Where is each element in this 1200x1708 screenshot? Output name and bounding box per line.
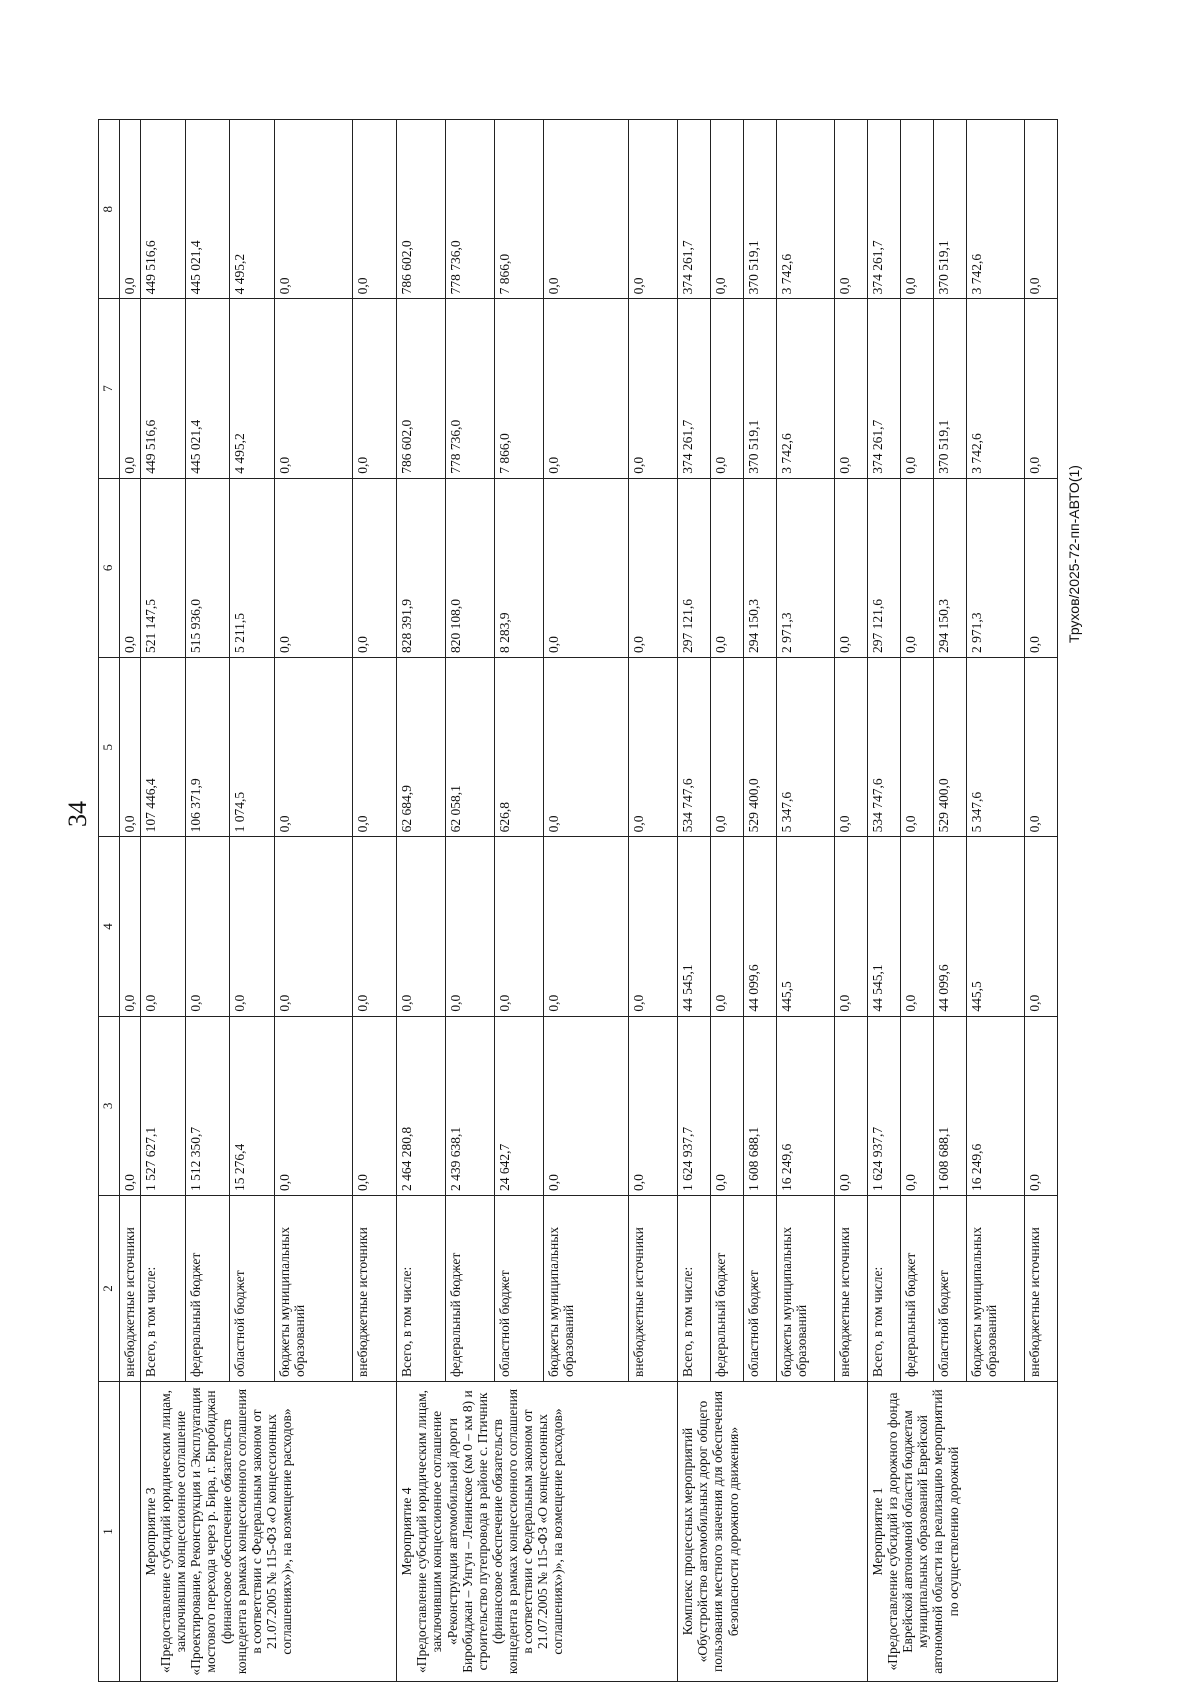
table-cell-value: 0,0 — [120, 837, 141, 1016]
table-cell-value: 107 446,4 — [141, 658, 186, 837]
table-cell-value: 8 283,9 — [494, 478, 543, 657]
table-cell-value: 44 545,1 — [678, 837, 711, 1016]
table-cell-source: областной бюджет — [744, 1196, 777, 1382]
table-cell-value: 0,0 — [352, 299, 397, 478]
table-cell-measure-title: Мероприятие 3 «Предоставление субсидий юридическим лицам, заключившим концессионное соглашение «Проектирование, Реконструкция и Эксплуатация мостового перехода через р. Бира, г. Биробиджан (финансовое обеспечение обязательств концедента в рамках концессионного соглашения в соответствии с Федеральным законом от 21.07.2005 № 115-ФЗ «О концессионных соглашениях»)», на возмещение расходов» — [141, 1382, 397, 1682]
table-cell-value: 0,0 — [901, 837, 934, 1016]
table-cell-value: 0,0 — [835, 120, 868, 299]
table-cell-measure-title: Комплекс процессных мероприятий «Обустройство автомобильных дорог общего пользования местного значения для обеспечения безопасности дорожного движения» — [678, 1382, 868, 1682]
table-cell-value: 62 684,9 — [397, 658, 446, 837]
table-cell-value: 0,0 — [543, 299, 629, 478]
table-cell-value: 445 021,4 — [185, 120, 230, 299]
table-cell-value: 0,0 — [711, 478, 744, 657]
table-cell-value: 0,0 — [543, 1016, 629, 1195]
table-row — [868, 120, 901, 1682]
table-cell-source: федеральный бюджет — [711, 1196, 744, 1382]
table-cell-value: 0,0 — [1024, 299, 1057, 478]
table-cell-value: 0,0 — [543, 478, 629, 657]
table-cell-value: 0,0 — [543, 658, 629, 837]
table-cell-value: 374 261,7 — [678, 299, 711, 478]
table-cell-source: бюджеты муниципальных образований — [543, 1196, 629, 1382]
table-cell-source: внебюджетные источники — [120, 1196, 141, 1382]
table-cell-value: 0,0 — [629, 120, 678, 299]
table-cell-value: 0,0 — [352, 120, 397, 299]
table-cell-value: 0,0 — [1024, 120, 1057, 299]
table-cell-value: 0,0 — [629, 658, 678, 837]
table-cell-value: 297 121,6 — [868, 478, 901, 657]
table-cell-value: 0,0 — [711, 1016, 744, 1195]
header-col-7: 7 — [99, 299, 120, 478]
table-cell-value: 0,0 — [1024, 658, 1057, 837]
table-cell-value: 820 108,0 — [446, 478, 495, 657]
header-col-2: 2 — [99, 1196, 120, 1382]
table-cell-value: 3 742,6 — [777, 299, 835, 478]
table-cell-source: бюджеты муниципальных образований — [274, 1196, 352, 1382]
document-id — [1054, 354, 1094, 754]
table-cell-value: 0,0 — [543, 120, 629, 299]
table-cell-value: 0,0 — [274, 120, 352, 299]
table-cell-value: 515 936,0 — [185, 478, 230, 657]
table-cell-value: 0,0 — [629, 299, 678, 478]
table-cell-value: 0,0 — [835, 1016, 868, 1195]
table-cell-value: 2 971,3 — [967, 478, 1025, 657]
funding-table — [98, 119, 1058, 1682]
continuation-row — [120, 120, 141, 1682]
table-cell-value: 0,0 — [901, 1016, 934, 1195]
table-cell-value: 3 742,6 — [777, 120, 835, 299]
table-cell-value: 1 512 350,7 — [185, 1016, 230, 1195]
table-cell-source: бюджеты муниципальных образований — [967, 1196, 1025, 1382]
table-cell-value: 3 742,6 — [967, 299, 1025, 478]
table-cell-value: 5 347,6 — [777, 658, 835, 837]
table-cell-value: 778 736,0 — [446, 299, 495, 478]
table-cell-value: 5 347,6 — [967, 658, 1025, 837]
table-cell-value: 370 519,1 — [934, 299, 967, 478]
document-id-text: Трухов/2025-72-пп-АВТО(1) — [1066, 465, 1083, 643]
table-cell-source: федеральный бюджет — [185, 1196, 230, 1382]
table-cell-value: 44 545,1 — [868, 837, 901, 1016]
table-cell-value: 5 211,5 — [230, 478, 275, 657]
table-cell-value: 0,0 — [901, 120, 934, 299]
table-cell-value: 0,0 — [274, 299, 352, 478]
table-cell-value: 0,0 — [1024, 1016, 1057, 1195]
table-cell-value: 374 261,7 — [868, 299, 901, 478]
table-cell-value: 0,0 — [835, 658, 868, 837]
table-cell-value: 786 602,0 — [397, 120, 446, 299]
table-cell-value: 2 464 280,8 — [397, 1016, 446, 1195]
table-cell-value: 828 391,9 — [397, 478, 446, 657]
table-cell-value: 62 058,1 — [446, 658, 495, 837]
table-cell-value: 24 642,7 — [494, 1016, 543, 1195]
table-cell-value: 2 971,3 — [777, 478, 835, 657]
table-cell-value: 370 519,1 — [744, 299, 777, 478]
table-cell-value: 1 074,5 — [230, 658, 275, 837]
header-col-4: 4 — [99, 837, 120, 1016]
table-cell-value: 0,0 — [352, 478, 397, 657]
table-cell-value: 445,5 — [967, 837, 1025, 1016]
table-cell-value: 529 400,0 — [934, 658, 967, 837]
table-cell-value: 529 400,0 — [744, 658, 777, 837]
table-cell-source: Всего, в том числе: — [868, 1196, 901, 1382]
table-cell-value: 0,0 — [711, 299, 744, 478]
table-cell-value: 0,0 — [352, 837, 397, 1016]
table-cell-value: 0,0 — [274, 837, 352, 1016]
table-cell-value: 0,0 — [494, 837, 543, 1016]
header-col-1: 1 — [99, 1382, 120, 1682]
table-cell-value: 294 150,3 — [744, 478, 777, 657]
table-cell-value: 1 527 627,1 — [141, 1016, 186, 1195]
header-col-3: 3 — [99, 1016, 120, 1195]
header-row — [99, 120, 120, 1682]
table-cell-value: 0,0 — [711, 837, 744, 1016]
table-cell-value: 4 495,2 — [230, 120, 275, 299]
table-cell-source: Всего, в том числе: — [397, 1196, 446, 1382]
table-cell-value: 0,0 — [274, 478, 352, 657]
table-header — [99, 120, 120, 1682]
table-cell-value: 449 516,6 — [141, 299, 186, 478]
table-cell-value: 0,0 — [901, 299, 934, 478]
table-cell-value: 0,0 — [185, 837, 230, 1016]
table-cell-source: федеральный бюджет — [901, 1196, 934, 1382]
table-cell-value: 0,0 — [711, 658, 744, 837]
table-cell-value: 0,0 — [446, 837, 495, 1016]
table-cell-value: 2 439 638,1 — [446, 1016, 495, 1195]
table-cell-value: 0,0 — [120, 120, 141, 299]
header-col-8: 8 — [99, 120, 120, 299]
table-cell-value: 0,0 — [397, 837, 446, 1016]
table-cell-value: 0,0 — [629, 837, 678, 1016]
table-cell-value: 7 866,0 — [494, 120, 543, 299]
table-cell-value: 0,0 — [230, 837, 275, 1016]
table-cell-value: 3 742,6 — [967, 120, 1025, 299]
table-row — [678, 120, 711, 1682]
table-cell-value: 626,8 — [494, 658, 543, 837]
table-row — [141, 120, 186, 1682]
table-cell-value: 15 276,4 — [230, 1016, 275, 1195]
table-cell-source: Всего, в том числе: — [141, 1196, 186, 1382]
table-cell-value: 374 261,7 — [868, 120, 901, 299]
table-cell-value: 0,0 — [1024, 837, 1057, 1016]
header-col-6: 6 — [99, 478, 120, 657]
table-cell-value: 4 495,2 — [230, 299, 275, 478]
table-cell-value: 44 099,6 — [934, 837, 967, 1016]
table-cell-source: областной бюджет — [494, 1196, 543, 1382]
table-cell-measure-title: Мероприятие 1 «Предоставление субсидий из дорожного фонда Еврейской автономной области бюджетам муниципальных образований Еврейской автономной области на реализацию мероприятий по осуществлению дорожной — [868, 1382, 1058, 1682]
table-cell-value: 16 249,6 — [777, 1016, 835, 1195]
table-cell-value: 370 519,1 — [744, 120, 777, 299]
table-cell-value: 106 371,9 — [185, 658, 230, 837]
table-cell-value: 0,0 — [1024, 478, 1057, 657]
table-cell-value: 297 121,6 — [678, 478, 711, 657]
table-cell-value: 0,0 — [274, 1016, 352, 1195]
table-cell-value: 534 747,6 — [868, 658, 901, 837]
table-cell-value: 0,0 — [120, 658, 141, 837]
table-cell-value: 374 261,7 — [678, 120, 711, 299]
table-cell-value: 0,0 — [835, 478, 868, 657]
table-cell-value: 0,0 — [120, 478, 141, 657]
table-cell-value: 521 147,5 — [141, 478, 186, 657]
table-cell-value: 778 736,0 — [446, 120, 495, 299]
rotated-table-frame — [98, 120, 1058, 1682]
table-cell-source: внебюджетные источники — [629, 1196, 678, 1382]
table-cell-value: 370 519,1 — [934, 120, 967, 299]
table-cell-value: 449 516,6 — [141, 120, 186, 299]
table-cell-value: 786 602,0 — [397, 299, 446, 478]
header-col-5: 5 — [99, 658, 120, 837]
table-cell-value: 445,5 — [777, 837, 835, 1016]
table-cell-source: внебюджетные источники — [1024, 1196, 1057, 1382]
table-cell-source: федеральный бюджет — [446, 1196, 495, 1382]
table-cell-measure-title: Мероприятие 4 «Предоставление субсидий юридическим лицам, заключившим концессионное соглашение «Реконструкция автомобильной дороги Биробиджан – Унгун – Ленинское (км 0 – км 8) и строительство путепровода в районе с. Птичник (финансовое обеспечение обязательств концедента в рамках концессионного соглашения в соответствии с Федеральным законом от 21.07.2005 № 115-ФЗ «О концессионных соглашениях»)», на возмещение расходов» — [397, 1382, 678, 1682]
table-cell-source: областной бюджет — [934, 1196, 967, 1382]
table-cell-value: 0,0 — [629, 478, 678, 657]
table-cell-value: 16 249,6 — [967, 1016, 1025, 1195]
table-cell-source: бюджеты муниципальных образований — [777, 1196, 835, 1382]
table-cell-value: 7 866,0 — [494, 299, 543, 478]
table-cell-value: 0,0 — [141, 837, 186, 1016]
table-cell-value: 445 021,4 — [185, 299, 230, 478]
table-cell-source: внебюджетные источники — [352, 1196, 397, 1382]
page-number: 34 — [63, 801, 92, 827]
table-cell-value: 0,0 — [274, 658, 352, 837]
table-cell-value: 0,0 — [120, 1016, 141, 1195]
table-cell-value: 294 150,3 — [934, 478, 967, 657]
table-cell-source: областной бюджет — [230, 1196, 275, 1382]
table-cell-value: 0,0 — [711, 120, 744, 299]
table-cell-value: 1 624 937,7 — [678, 1016, 711, 1195]
table-cell-value: 0,0 — [120, 299, 141, 478]
table-cell-value: 1 608 688,1 — [744, 1016, 777, 1195]
table-cell-value: 1 624 937,7 — [868, 1016, 901, 1195]
table-cell-value: 0,0 — [901, 478, 934, 657]
table-cell-value: 0,0 — [835, 299, 868, 478]
table-cell-source: внебюджетные источники — [835, 1196, 868, 1382]
table-cell-value: 44 099,6 — [744, 837, 777, 1016]
table-cell-value: 0,0 — [901, 658, 934, 837]
table-cell-source: Всего, в том числе: — [678, 1196, 711, 1382]
table-body — [120, 120, 1058, 1682]
table-cell-value: 1 608 688,1 — [934, 1016, 967, 1195]
table-cell-value: 0,0 — [629, 1016, 678, 1195]
table-cell-value: 0,0 — [835, 837, 868, 1016]
table-row — [397, 120, 446, 1682]
table-cell-value: 0,0 — [543, 837, 629, 1016]
table-cell-value: 0,0 — [352, 1016, 397, 1195]
table-cell-value: 534 747,6 — [678, 658, 711, 837]
table-cell-value: 0,0 — [352, 658, 397, 837]
continuation-cell-empty — [120, 1382, 141, 1682]
